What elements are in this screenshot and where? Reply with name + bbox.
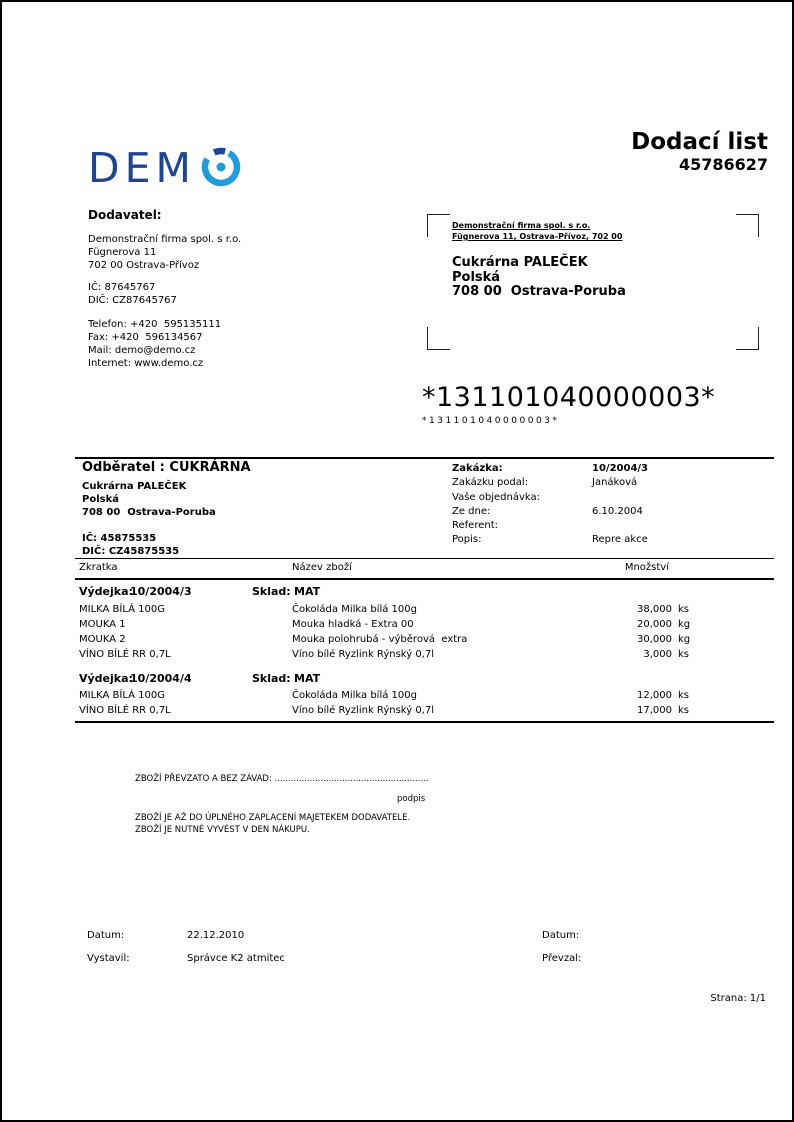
supplier-city: 702 00 Ostrava-Přívoz bbox=[88, 260, 200, 271]
item-qty: 12,000 bbox=[637, 690, 672, 701]
customer-name: Cukrárna PALEČEK bbox=[82, 481, 187, 492]
supplier-mail: Mail: demo@demo.cz bbox=[88, 345, 196, 356]
signoff-label: Převzal: bbox=[542, 953, 582, 964]
item-qty: 17,000 bbox=[637, 705, 672, 716]
table-row bbox=[75, 619, 774, 633]
recipient-address bbox=[452, 256, 626, 300]
demo-o-swirl-icon bbox=[198, 144, 244, 194]
customer-title: Odběratel : CUKRÁRNA bbox=[82, 460, 251, 475]
barcode-text-small: *131101040000003* bbox=[422, 415, 560, 426]
document-number: 45786627 bbox=[678, 155, 768, 175]
item-unit: ks bbox=[678, 649, 690, 660]
item-unit: ks bbox=[678, 690, 690, 701]
customer-dic: DIČ: CZ45875535 bbox=[82, 546, 180, 557]
column-header-name: Název zboží bbox=[292, 562, 352, 573]
customer-street: Polská bbox=[82, 494, 119, 505]
item-code: VÍNO BÍLÉ RR 0,7L bbox=[79, 705, 171, 716]
window-corner-bottom-left bbox=[427, 327, 450, 350]
order-row bbox=[452, 462, 648, 476]
supplier-internet: Internet: www.demo.cz bbox=[88, 358, 204, 369]
order-label: Vaše objednávka: bbox=[452, 491, 540, 503]
table-row bbox=[75, 690, 774, 704]
signoff-label: Vystavil: bbox=[87, 953, 130, 964]
signoff-label: Datum: bbox=[542, 930, 580, 941]
item-name: Mouka hladká - Extra 00 bbox=[292, 619, 414, 630]
company-logo bbox=[88, 142, 244, 194]
table-row bbox=[75, 705, 774, 719]
customer-ic: IČ: 45875535 bbox=[82, 533, 157, 544]
signoff-receivedby-right bbox=[542, 953, 642, 964]
supplier-name: Demonstrační firma spol. s r.o. bbox=[88, 234, 242, 245]
table-header-row bbox=[75, 562, 774, 576]
goods-received-line: ZBOŽÍ PŘEVZATO A BEZ ZÁVAD: ......................................................... bbox=[135, 774, 429, 784]
order-label: Referent: bbox=[452, 520, 498, 532]
table-row bbox=[75, 649, 774, 663]
order-row bbox=[452, 476, 648, 490]
order-label: Zakázka: bbox=[452, 463, 503, 474]
supplier-street: Fügnerova 11 bbox=[88, 247, 157, 258]
page-title: Dodací list bbox=[631, 129, 768, 155]
recipient-street: Polská bbox=[452, 269, 501, 285]
issue-slip-group-header bbox=[75, 585, 774, 599]
customer-city: 708 00 Ostrava-Poruba bbox=[82, 507, 216, 518]
supplier-label: Dodavatel: bbox=[88, 208, 162, 222]
store-value: MAT bbox=[294, 672, 321, 685]
item-name: Čokoláda Milka bílá 100g bbox=[292, 604, 417, 615]
order-value: 10/2004/3 bbox=[592, 463, 649, 474]
item-qty: 30,000 bbox=[637, 634, 672, 645]
table-row bbox=[75, 634, 774, 648]
window-corner-top-right bbox=[736, 214, 759, 237]
item-unit: ks bbox=[678, 705, 690, 716]
item-code: MILKA BÍLÁ 100G bbox=[79, 690, 166, 701]
supplier-block bbox=[88, 209, 241, 370]
barcode-text-large: *131101040000003* bbox=[422, 382, 716, 413]
item-code: MOUKA 2 bbox=[79, 634, 126, 645]
window-corner-bottom-right bbox=[736, 327, 759, 350]
item-name: Víno bílé Ryzlink Rýnský 0,7l bbox=[292, 705, 435, 716]
store-label: Sklad: bbox=[252, 672, 291, 685]
document-title-block bbox=[631, 130, 768, 176]
condition-line-2: ZBOŽÍ JE NUTNÉ VYVÉST V DEN NÁKUPU. bbox=[135, 825, 310, 835]
column-header-code: Zkratka bbox=[79, 562, 118, 573]
supplier-ic: IČ: 87645767 bbox=[88, 282, 156, 293]
group-number: 10/2004/3 bbox=[130, 585, 192, 598]
order-row bbox=[452, 533, 648, 547]
store-label: Sklad: bbox=[252, 585, 291, 598]
condition-line-1: ZBOŽÍ JE AŽ DO ÚPLNÉHO ZAPLACENÍ MAJETEKEM DODAVATELE. bbox=[135, 813, 411, 823]
signoff-label: Datum: bbox=[87, 930, 125, 941]
signoff-value: 22.12.2010 bbox=[187, 930, 245, 941]
logo-text: DEM bbox=[88, 143, 196, 192]
supplier-fax: Fax: +420 596134567 bbox=[88, 332, 203, 343]
item-name: Mouka polohrubá - výběrová extra bbox=[292, 634, 468, 645]
signoff-date-left bbox=[87, 930, 244, 941]
order-value: 6.10.2004 bbox=[592, 505, 643, 517]
order-label: Zakázku podal: bbox=[452, 477, 529, 489]
item-unit: kg bbox=[678, 634, 691, 645]
item-code: MILKA BÍLÁ 100G bbox=[79, 604, 166, 615]
signoff-issuedby-left bbox=[87, 953, 285, 964]
signoff-value: Správce K2 atmitec bbox=[187, 953, 285, 964]
order-info-block bbox=[452, 462, 648, 548]
table-header-rule bbox=[75, 578, 774, 580]
item-qty: 20,000 bbox=[637, 619, 672, 630]
page-number-value: 1/1 bbox=[749, 993, 766, 1004]
recipient-name: Cukrárna PALEČEK bbox=[452, 255, 588, 270]
order-row bbox=[452, 505, 648, 519]
table-row bbox=[75, 604, 774, 618]
signoff-date-right bbox=[542, 930, 642, 941]
customer-block bbox=[82, 461, 251, 558]
address-window bbox=[427, 214, 759, 350]
item-qty: 38,000 bbox=[637, 604, 672, 615]
store-value: MAT bbox=[294, 585, 321, 598]
group-label: Výdejka: bbox=[79, 585, 133, 598]
group-label: Výdejka: bbox=[79, 672, 133, 685]
section-divider-top bbox=[75, 457, 774, 459]
column-header-qty: Množství bbox=[624, 562, 669, 573]
item-qty: 3,000 bbox=[643, 649, 672, 660]
order-label: Popis: bbox=[452, 534, 482, 546]
item-name: Víno bílé Ryzlink Rýnský 0,7l bbox=[292, 649, 435, 660]
recipient-city: 708 00 Ostrava-Poruba bbox=[452, 284, 626, 299]
page-number bbox=[710, 993, 766, 1004]
table-top-rule bbox=[75, 558, 774, 559]
item-unit: ks bbox=[678, 604, 690, 615]
supplier-phone: Telefon: +420 595135111 bbox=[88, 319, 222, 330]
sender-line-2: Fügnerova 11, Ostrava-Přívoz, 702 00 bbox=[452, 232, 623, 241]
order-label: Ze dne: bbox=[452, 505, 491, 517]
order-row bbox=[452, 491, 648, 505]
item-unit: kg bbox=[678, 619, 691, 630]
item-code: MOUKA 1 bbox=[79, 619, 126, 630]
table-bottom-rule bbox=[75, 721, 774, 723]
signature-label: podpis bbox=[397, 794, 426, 804]
group-number: 10/2004/4 bbox=[130, 672, 192, 685]
order-value: Janáková bbox=[592, 477, 638, 489]
item-name: Čokoláda Milka bílá 100g bbox=[292, 690, 417, 701]
issue-slip-group-header bbox=[75, 672, 774, 686]
order-value: Repre akce bbox=[592, 534, 648, 546]
supplier-dic: DIČ: CZ87645767 bbox=[88, 295, 177, 306]
barcode-block bbox=[422, 383, 715, 426]
page-number-label: Strana: bbox=[710, 993, 747, 1004]
sender-return-address bbox=[452, 220, 622, 242]
window-corner-top-left bbox=[427, 214, 450, 237]
order-row bbox=[452, 519, 648, 533]
item-code: VÍNO BÍLÉ RR 0,7L bbox=[79, 649, 171, 660]
sender-line-1: Demonstrační firma spol. s r.o. bbox=[452, 221, 591, 230]
